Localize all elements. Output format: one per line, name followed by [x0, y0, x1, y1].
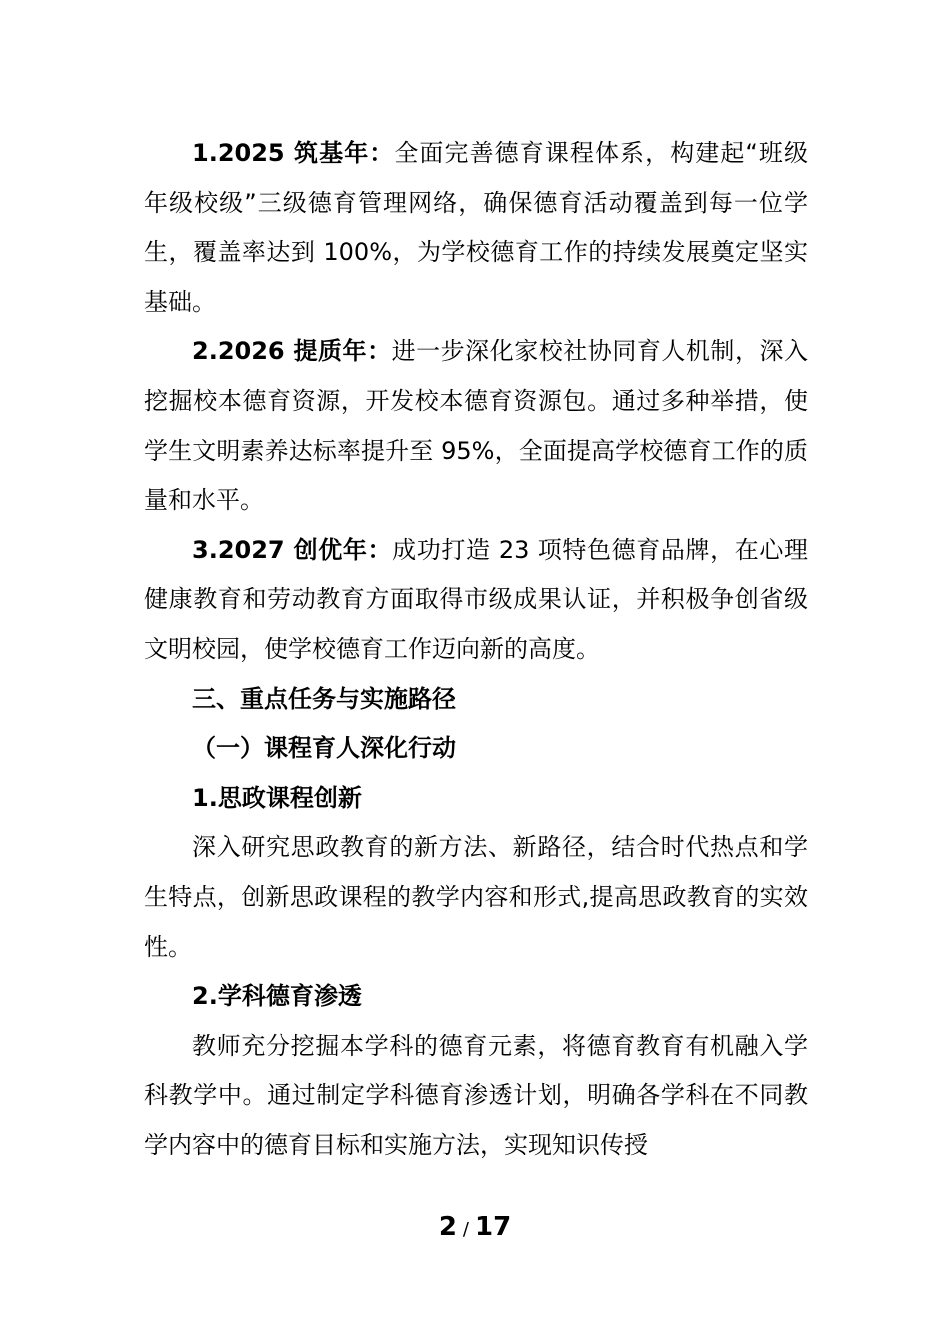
subsection-heading: （一）课程育人深化行动 — [192, 734, 456, 763]
goal-2025-text: 全面完善德育课程体系，构建起“班级年级校级”三级德育管理网络，确保德育活动覆盖到每一位学生，覆盖率达到 100%，为学校德育工作的持续发展奠定坚实基础。 — [144, 139, 809, 316]
goal-2027-label: 3.2027 创优年： — [192, 535, 393, 564]
total-page-count: 17 — [474, 1212, 512, 1242]
goal-2027-paragraph — [144, 526, 808, 675]
current-page-number: 2 — [438, 1212, 457, 1242]
item2-heading: 2.学科德育渗透 — [192, 982, 362, 1011]
item2-paragraph: 教师充分挖掘本学科的德育元素，将德育教育有机融入学科教学中。通过制定学科德育渗透计划，明确各学科在不同教学内容中的德育目标和实施方法，实现知识传授 — [144, 1031, 808, 1159]
goal-2026-text: 进一步深化家校社协同育人机制，深入挖掘校本德育资源，开发校本德育资源包。通过多种举措，使学生文明素养达标率提升至 95%，全面提高学校德育工作的质量和水平。 — [144, 337, 809, 515]
document-body — [144, 129, 808, 1170]
goal-2025-paragraph — [144, 129, 808, 327]
item1-heading: 1.思政课程创新 — [192, 783, 362, 812]
goal-2026-label: 2.2026 提质年： — [192, 337, 392, 366]
page-number-separator: / — [462, 1219, 469, 1240]
goal-2027-text: 成功打造 23 项特色德育品牌，在心理健康教育和劳动教育方面取得市级成果认证，并积极争创省级文明校园，使学校德育工作迈向新的高度。 — [144, 535, 809, 663]
goal-2025-label: 1.2025 筑基年： — [192, 139, 395, 167]
section-heading: 三、重点任务与实施路径 — [192, 684, 456, 713]
page-number — [0, 1207, 950, 1250]
goal-2026-paragraph — [144, 327, 808, 525]
item1-paragraph: 深入研究思政教育的新方法、新路径，结合时代热点和学生特点，创新思政课程的教学内容和形式,提高思政教育的实效性。 — [144, 833, 808, 961]
